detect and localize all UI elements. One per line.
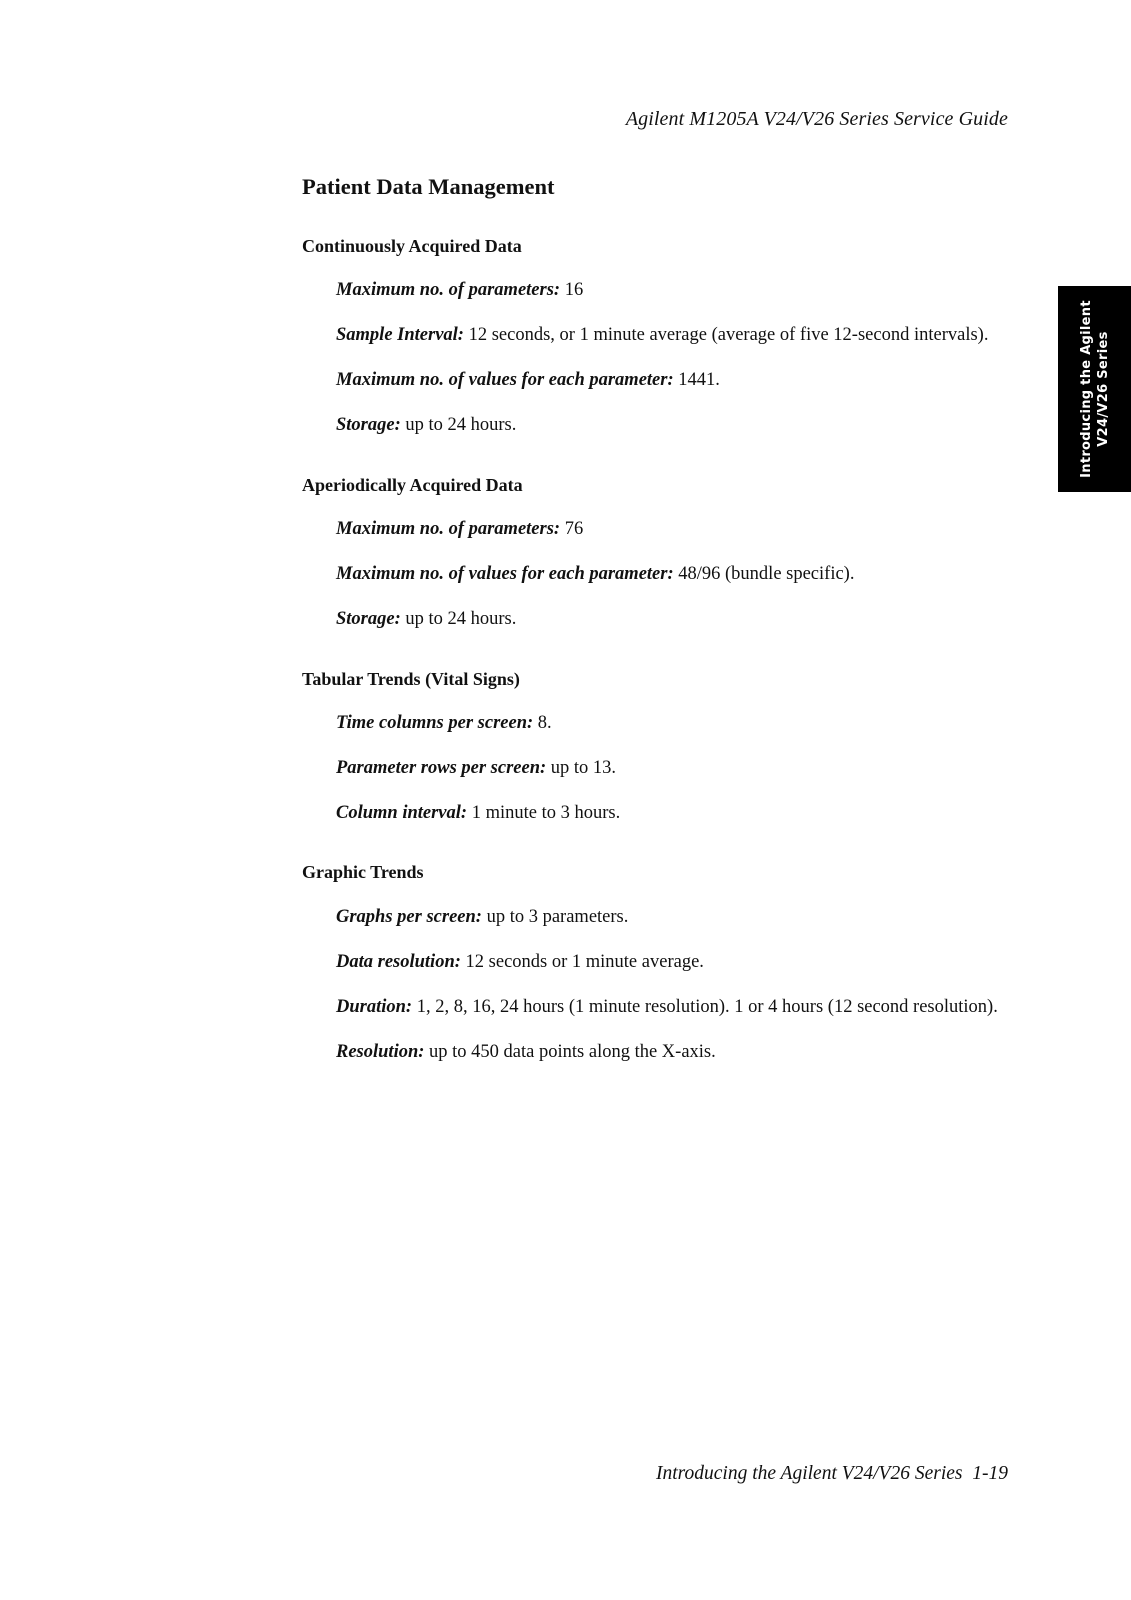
- spec-label: Maximum no. of parameters:: [336, 519, 561, 539]
- spec-label: Duration:: [336, 997, 413, 1017]
- spec-value: 8.: [533, 713, 552, 733]
- spec-label: Sample Interval:: [336, 325, 464, 345]
- spec-line: [336, 997, 998, 1018]
- spec-line: [336, 325, 988, 346]
- spec-label: Storage:: [336, 609, 401, 629]
- running-footer: Introducing the Agilent V24/V26 Series 1-19: [655, 1463, 1008, 1484]
- spec-line: [336, 952, 704, 973]
- spec-value: 76: [560, 519, 584, 539]
- spec-value: 12 seconds, or 1 minute average (average of five 12-second intervals).: [463, 325, 989, 345]
- spec-line: [336, 1042, 716, 1063]
- chapter-side-tab: [1058, 286, 1131, 492]
- spec-label: Storage:: [336, 415, 401, 435]
- spec-value: 1 minute to 3 hours.: [467, 803, 621, 823]
- spec-label: Column interval:: [336, 803, 468, 823]
- spec-line: [336, 415, 516, 436]
- spec-line: [336, 370, 720, 391]
- spec-label: Parameter rows per screen:: [336, 758, 547, 778]
- spec-label: Resolution:: [336, 1042, 425, 1062]
- spec-value: 12 seconds or 1 minute average.: [460, 952, 704, 972]
- page-title: Patient Data Management: [302, 174, 555, 199]
- section-heading-aperiodically-acquired-data: Aperiodically Acquired Data: [302, 475, 523, 495]
- spec-label: Graphs per screen:: [336, 907, 482, 927]
- spec-line: [336, 803, 620, 824]
- running-header: Agilent M1205A V24/V26 Series Service Guide: [625, 108, 1008, 130]
- spec-value: 16: [560, 280, 584, 300]
- spec-label: Maximum no. of values for each parameter:: [336, 370, 674, 390]
- spec-label: Maximum no. of parameters:: [336, 280, 561, 300]
- spec-value: up to 450 data points along the X-axis.: [424, 1042, 716, 1062]
- spec-line: [336, 713, 552, 734]
- spec-value: up to 24 hours.: [400, 609, 517, 629]
- spec-value: 1, 2, 8, 16, 24 hours (1 minute resolution). 1 or 4 hours (12 second resolution).: [412, 997, 998, 1017]
- section-heading-graphic-trends: Graphic Trends: [302, 862, 424, 882]
- section-heading-continuously-acquired-data: Continuously Acquired Data: [302, 236, 522, 256]
- spec-label: Time columns per screen:: [336, 713, 534, 733]
- spec-line: [336, 758, 616, 779]
- spec-value: up to 3 parameters.: [481, 907, 629, 927]
- spec-value: up to 13.: [546, 758, 617, 778]
- spec-line: [336, 564, 854, 585]
- spec-label: Data resolution:: [336, 952, 461, 972]
- spec-label: Maximum no. of values for each parameter:: [336, 564, 674, 584]
- chapter-side-tab-line1: Introducing the Agilent: [1078, 300, 1094, 478]
- spec-value: 48/96 (bundle specific).: [673, 564, 855, 584]
- spec-line: [336, 907, 628, 928]
- spec-line: [336, 609, 516, 630]
- spec-value: 1441.: [673, 370, 720, 390]
- spec-line: [336, 280, 583, 301]
- spec-value: up to 24 hours.: [400, 415, 517, 435]
- chapter-side-tab-label: [1078, 286, 1112, 492]
- spec-line: [336, 519, 583, 540]
- chapter-side-tab-line2: V24/V26 Series: [1095, 331, 1111, 447]
- section-heading-tabular-trends: Tabular Trends (Vital Signs): [302, 669, 520, 689]
